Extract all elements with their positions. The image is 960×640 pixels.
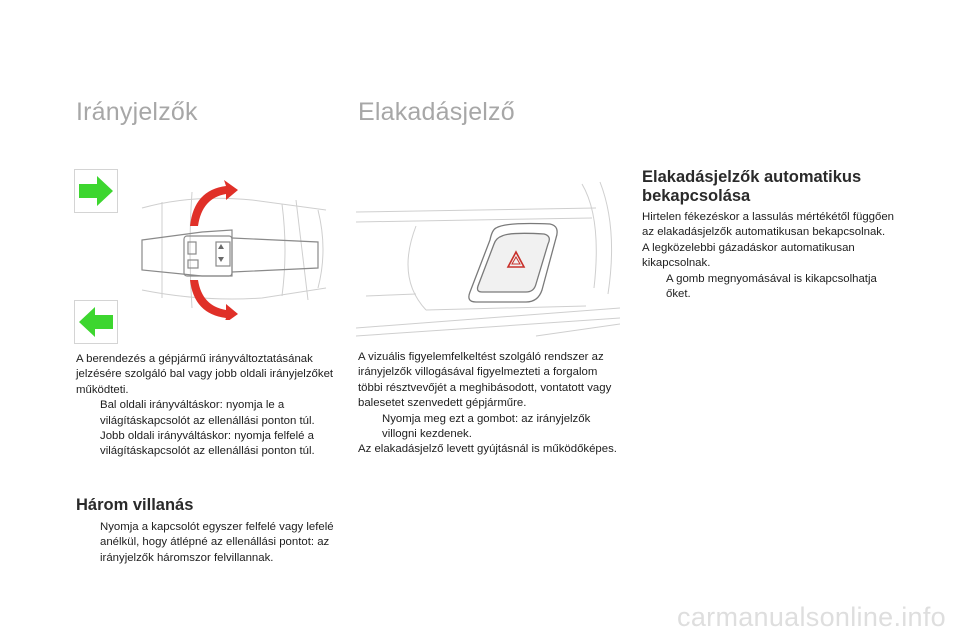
bullet-text: Nyomja a kapcsolót egyszer felfelé vagy lefelé anélkül, hogy átlépné az ellenállási pontot: az irányjelzők háromszor felvillannak.	[100, 521, 334, 564]
three-flashes-heading: Három villanás	[76, 496, 194, 514]
auto-hazard-para2: A legközelebbi gázadáskor automatikusan kikapcsolnak.	[642, 241, 855, 270]
bullet-text: Jobb oldali irányváltáskor: nyomja felfelé a világításkapcsolót az ellenállási ponton túl.	[100, 430, 315, 458]
bullet-text: A gomb megnyomásával is kikapcsolhatja őket.	[666, 272, 877, 301]
turn-signals-title: Irányjelzők	[76, 98, 198, 126]
lighting-stalk-illustration	[132, 180, 332, 320]
hazard-outro: Az elakadásjelző levett gyújtásnál is működőképes.	[358, 443, 617, 456]
bullet-right-turn	[76, 429, 346, 460]
turn-signals-intro: A berendezés a gépjármű irányváltoztatásának jelzésére szolgáló bal vagy jobb oldali irányjelzőket működteti.	[76, 353, 334, 396]
hazard-warning-title: Elakadásjelző	[358, 98, 515, 126]
auto-hazard-text	[642, 210, 904, 302]
bullet-press-button	[358, 412, 620, 443]
turn-signals-text	[76, 352, 346, 460]
arrow-left-icon	[75, 301, 117, 343]
auto-hazard-heading: Elakadásjelzők automatikus bekapcsolása	[642, 168, 862, 205]
bullet-text: Bal oldali irányváltáskor: nyomja le a világításkapcsolót az ellenállási ponton túl.	[100, 399, 315, 427]
bullet-three-flashes	[76, 520, 346, 566]
hazard-button-illustration	[356, 178, 620, 338]
bullet-text: Nyomja meg ezt a gombot: az irányjelzők villogni kezdenek.	[382, 412, 591, 441]
hazard-intro: A vizuális figyelemfelkeltést szolgáló rendszer az irányjelzők villogásával figyelmezteti a forgalom többi résztvevőjét a meghibásodott, vontatott vagy balesetet szenvedett gépjárműre.	[358, 351, 612, 410]
left-indicator-box	[74, 300, 118, 344]
three-flashes-text	[76, 520, 346, 566]
bullet-left-turn	[76, 398, 346, 429]
auto-hazard-para1: Hirtelen fékezéskor a lassulás mértékétől függően az elakadásjelzők automatikusan bekapcsolnak.	[642, 211, 894, 239]
right-indicator-box	[74, 169, 118, 213]
hazard-warning-text	[358, 350, 620, 458]
arrow-right-icon	[75, 170, 117, 212]
watermark: carmanualsonline.info	[677, 602, 946, 632]
bullet-switch-off	[642, 272, 904, 303]
